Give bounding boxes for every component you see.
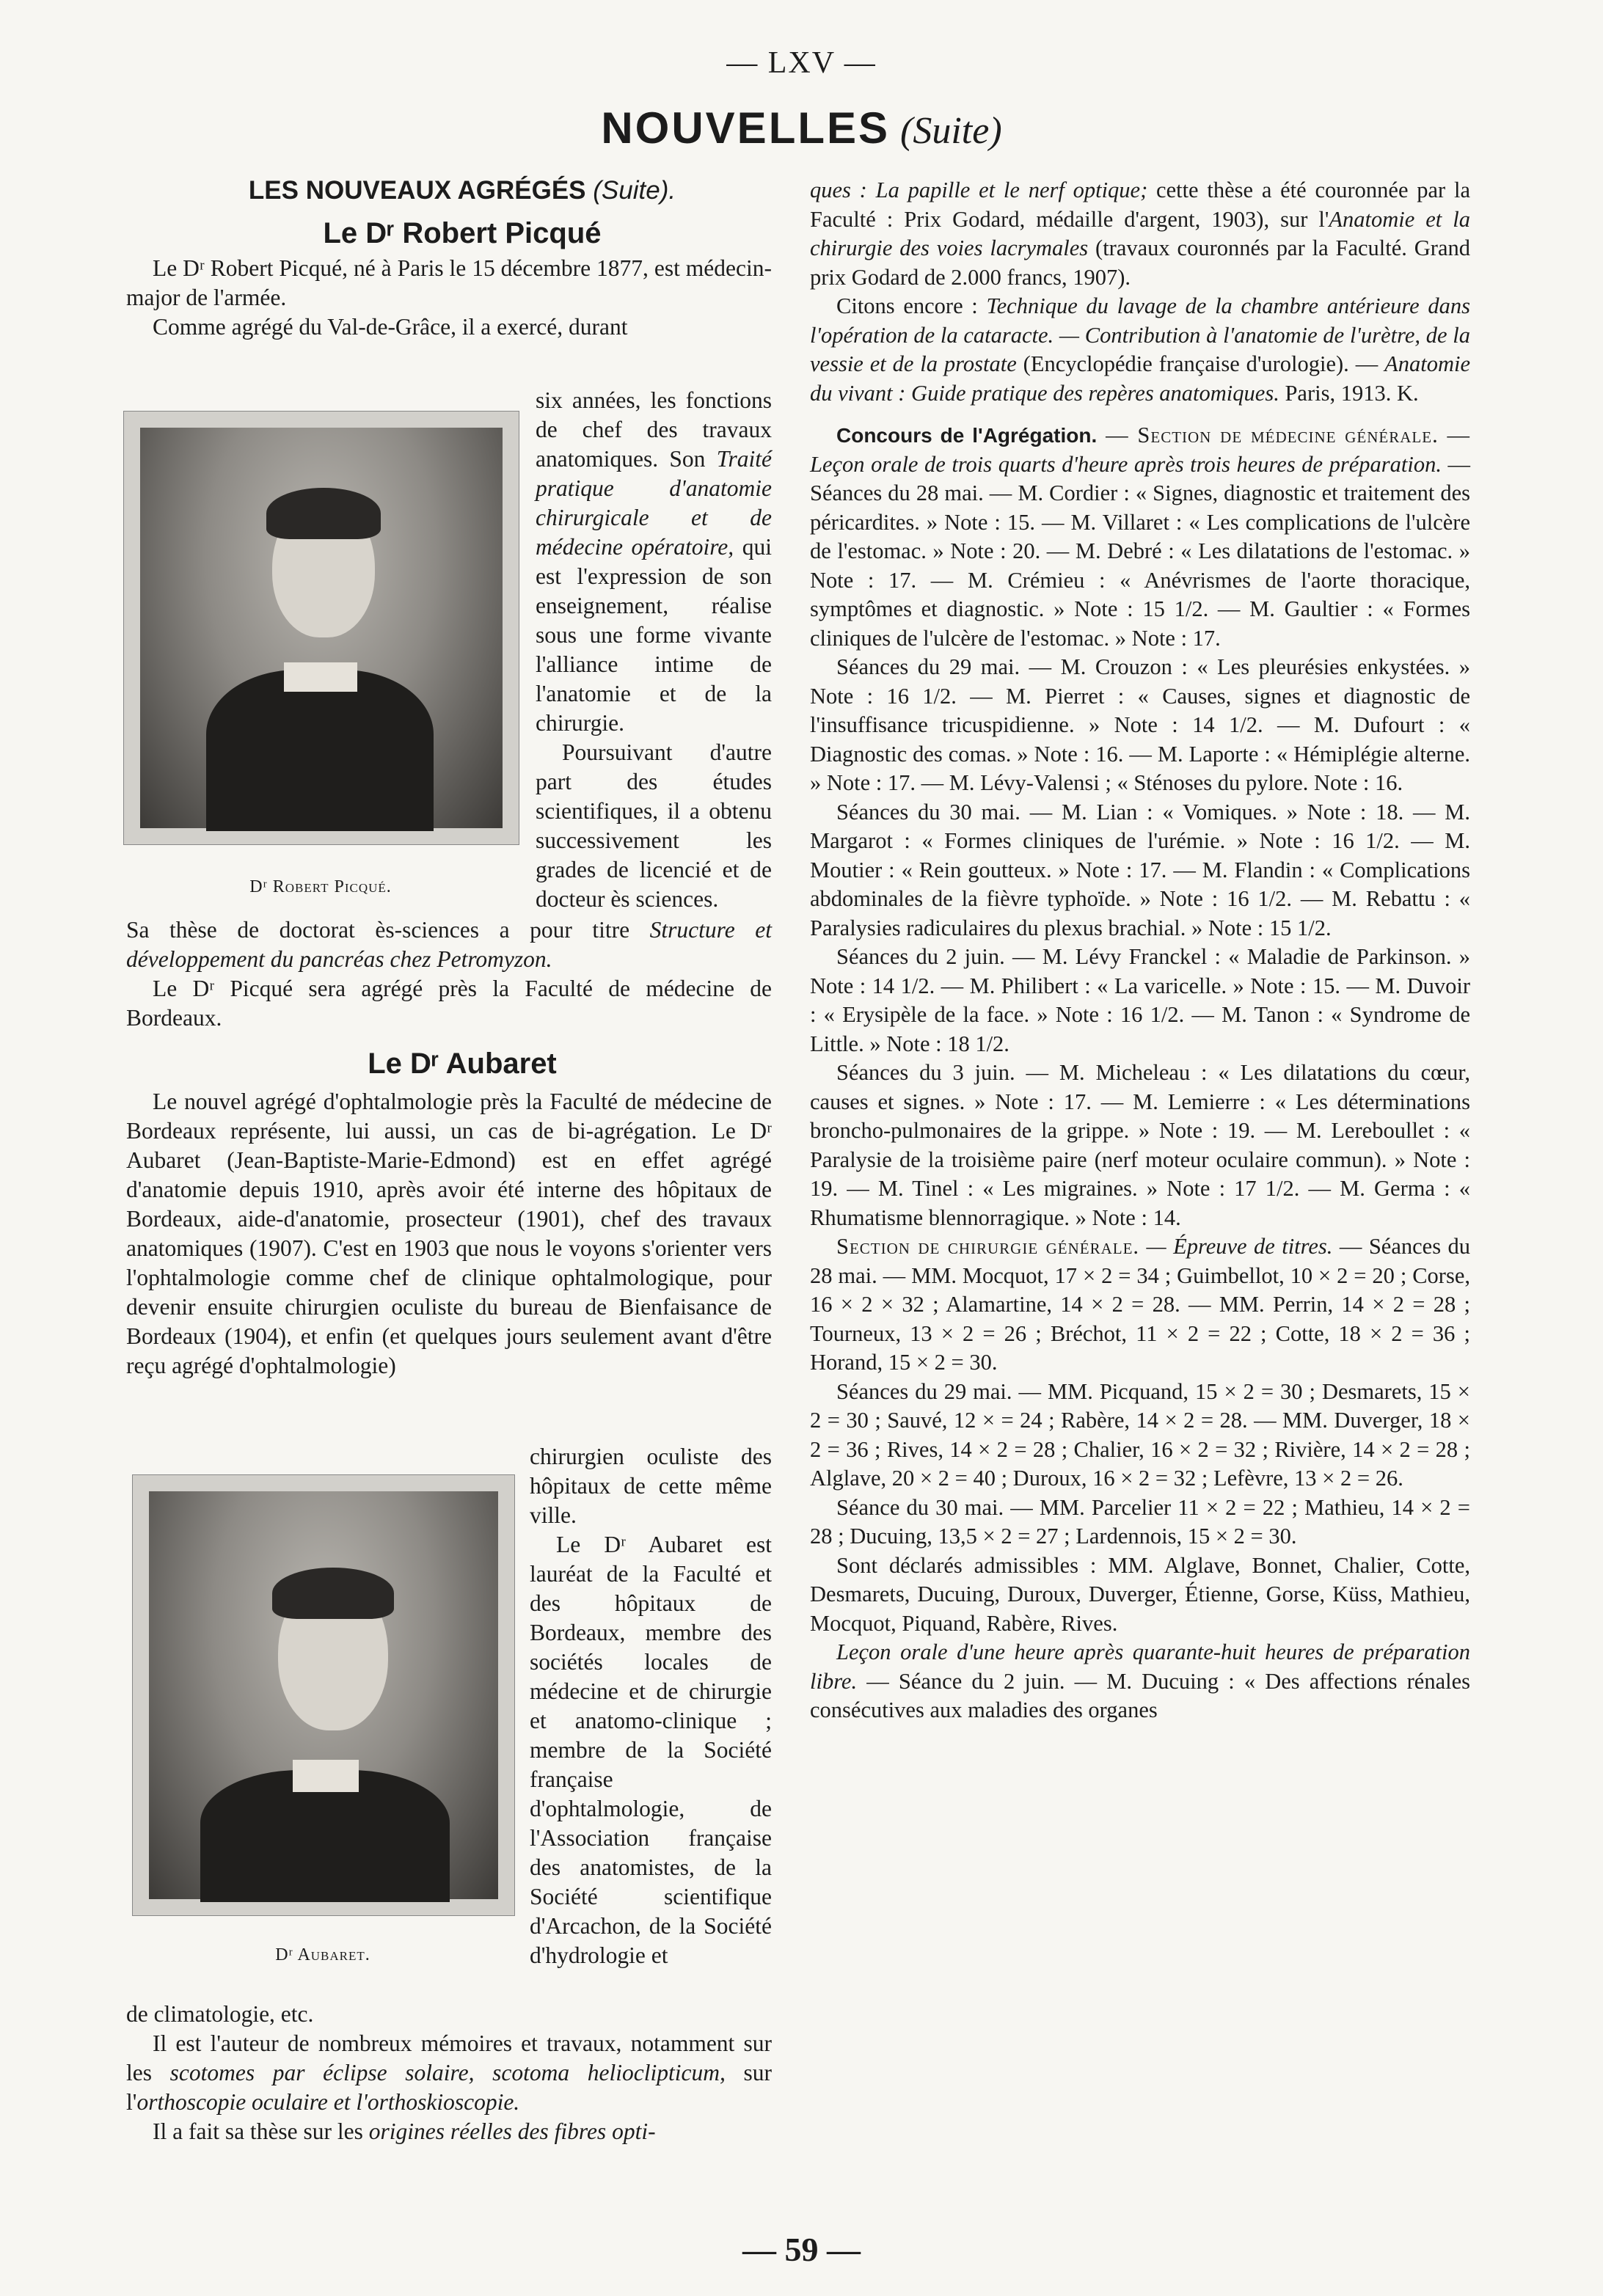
picque-paragraph-1: Le Dʳ Robert Picqué, né à Paris le 15 décembre 1877, est médecin-major de l'armée. <box>126 255 772 310</box>
picque-caption: Dʳ Robert Picqué. <box>249 877 392 896</box>
aubaret-paragraph-1: Le nouvel agrégé d'ophtalmologie près la Faculté de médecine de Bordeaux représente, lui aussi, un cas de bi-agrégation. Le Dʳ Aubaret (Jean-Baptiste-Marie-Edmond) est en effet agrégé d'anatomie depuis 1910, après avoir été interne des hôpitaux de Bordeaux, aide-d'anatomie, prosecteur (1901), chef des travaux anatomiques (1907). C'est en 1903 que nous le voyons s'orienter vers l'ophtalmologie comme chef de clinique ophtalmologique, pour devenir ensuite chirurgien oculiste du bureau de Bienfaisance de Bordeaux (1904), et enfin (et quelques jours seulement avant d'être reçu agrégé d'ophtalmologie) <box>126 1089 772 1378</box>
admissibles: Sont déclarés admissibles : MM. Alglave, Bonnet, Chalier, Cotte, Desmarets, Ducuing, Duroux, Duverger, Étienne, Gorse, Küss, Mathieu, Mocquot, Piquand, Rabère, Rives. <box>810 1552 1470 1636</box>
aubaret-heading: Le Dʳ Aubaret <box>368 1048 557 1080</box>
picque-portrait-image <box>140 428 503 828</box>
left-column-end <box>126 2000 772 2146</box>
right-column <box>810 176 1470 1725</box>
chirurgie-paragraph: Section de chirurgie générale. — Épreuve de titres. — Séances du 28 mai. — MM. Mocquot, 17 × 2 = 34 ; Guimbellot, 10 × 2 = 20 ; Corse, 16 × 2 × 32 ; Alamartine, 14 × 2 = 28. — MM. Perrin, 14 × 2 = 28 ; Tourneux, 13 × 2 = 26 ; Bréchot, 11 × 2 = 22 ; Cotte, 18 × 2 = 36 ; Horand, 15 × 2 = 30. <box>810 1234 1471 1375</box>
chirurgie-30-mai: Séance du 30 mai. — MM. Parcelier 11 × 2 = 22 ; Mathieu, 14 × 2 = 28 ; Ducuing, 13,5 × 2 = 27 ; Lardennois, 15 × 2 = 30. <box>810 1494 1470 1549</box>
picque-paragraph-2-start: Comme agrégé du Val-de-Grâce, il a exercé, durant <box>153 314 628 340</box>
left-column-cont <box>126 915 772 1381</box>
right-paragraph-1: ques : La papille et le nerf optique; cette thèse a été couronnée par la Faculté : Prix Godard, médaille d'argent, 1903), sur l'Anatomie et la chirurgie des voies lacrymales (travaux couronnés par la Faculté. Grand prix Godard de 2.000 francs, 1907). <box>810 178 1470 290</box>
picque-portrait <box>123 411 519 845</box>
section-title <box>126 173 772 208</box>
seances-3-juin: Séances du 3 juin. — M. Micheleau : « Les dilatations du cœur, causes et signes. » Note : 17. — M. Lemierre : « Les déterminations broncho-pulmonaires de la grippe. » Note : 19. — M. Lereboullet : « Paralysie de la troisième paire (nerf moteur oculaire commun). » Note : 19. — M. Tinel : « Les migraines. » Note : 17 1/2. — M. Germa : « Rhumatisme blennorragique. » Note : 14. <box>810 1060 1470 1230</box>
concours-paragraph: Concours de l'Agrégation. — Section de médecine générale. — Leçon orale de trois quarts d'heure après trois heures de préparation. — Séances du 28 mai. — M. Cordier : « Signes, diagnostic et traitement des péricardites. » Note : 15. — M. Villaret : « Les complications de l'ulcère de l'estomac. » Note : 20. — M. Debré : « Les dilatations de l'estomac. » Note : 17. — M. Crémieu : « Anévrismes de l'aorte thoracique, symptômes et diagnostic. » Note : 15 1/2. — M. Gaultier : « Formes cliniques de l'ulcère de l'estomac. » Note : 17. <box>810 423 1471 651</box>
section-title-suite: (Suite). <box>593 176 676 205</box>
section-title-text: LES NOUVEAUX AGRÉGÉS <box>248 176 586 205</box>
left-column <box>126 173 772 342</box>
aubaret-wrap-text <box>530 1442 772 1970</box>
page-folio-bottom: — 59 — <box>742 2231 861 2268</box>
aubaret-caption: Dʳ Aubaret. <box>275 1945 370 1964</box>
picque-heading: Le Dʳ Robert Picqué <box>323 217 602 249</box>
title-suite: (Suite) <box>900 110 1002 152</box>
picque-paragraph-3-wrap: Poursuivant d'autre part des études scientifiques, il a obtenu successivement les grades de licencié et de docteur ès sciences. <box>536 739 772 912</box>
page-folio-top: — LXV — <box>726 46 877 80</box>
aubaret-paragraph-2-wrap: Le Dʳ Aubaret est lauréat de la Faculté et des hôpitaux de Bordeaux, membre des sociétés locales de médecine et de chirurgie et anatomo-clinique ; membre de la Société française d'ophtalmologie, de l'Association française des anatomistes, de la Société scientifique d'Arcachon, de la Société d'hydrologie et <box>530 1532 772 1968</box>
seances-30-mai: Séances du 30 mai. — M. Lian : « Vomiques. » Note : 18. — M. Margarot : « Formes cliniques de l'urémie. » Note : 16 1/2. — M. Moutier : « Rein goutteux. » Note : 17. — M. Flandin : « Complications abdominales de la fièvre typhoïde. » Note : 16 1/2. — M. Rebattu : « Paralysies radiculaires du plexus brachial. » Note : 15 1/2. <box>810 799 1470 940</box>
picque-paragraph-4: Le Dʳ Picqué sera agrégé près la Faculté de médecine de Bordeaux. <box>126 976 772 1031</box>
aubaret-paragraph-3: Il est l'auteur de nombreux mémoires et travaux, notamment sur les scotomes par éclipse solaire, scotoma helioclipticum, sur l'orthoscopie oculaire et l'orthoskioscopie. <box>126 2030 773 2115</box>
aubaret-portrait <box>132 1474 515 1916</box>
aubaret-paragraph-1-wrap: chirurgien oculiste des hôpitaux de cette même ville. <box>530 1444 772 1528</box>
title-text: NOUVELLES <box>601 103 891 153</box>
right-paragraph-2: Citons encore : Technique du lavage de la chambre antérieure dans l'opération de la cataracte. — Contribution à l'anatomie de l'urètre, de la vessie et de la prostate (Encyclopédie française d'urologie). — Anatomie du vivant : Guide pratique des repères anatomiques. Paris, 1913. K. <box>810 293 1471 406</box>
aubaret-portrait-image <box>149 1491 498 1899</box>
aubaret-paragraph-4: Il a fait sa thèse sur les origines réelles des fibres opti- <box>153 2118 656 2144</box>
chirurgie-29-mai: Séances du 29 mai. — MM. Picquand, 15 × 2 = 30 ; Desmarets, 15 × 2 = 30 ; Sauvé, 12 × = 24 ; Rabère, 14 × 2 = 28. — MM. Duverger, 18 × 2 = 36 ; Rives, 14 × 2 = 28 ; Chalier, 16 × 2 = 32 ; Rivière, 14 × 2 = 28 ; Alglave, 20 × 2 = 40 ; Duroux, 16 × 2 = 32 ; Lefèvre, 13 × 2 = 26. <box>810 1378 1470 1491</box>
seances-29-mai: Séances du 29 mai. — M. Crouzon : « Les pleurésies enkystées. » Note : 16 1/2. — M. Pierret : « Causes, signes et diagnostic de l'insuffisance tricuspidienne. » Note : 14 1/2. — M. Dufourt : « Diagnostic des comas. » Note : 16. — M. Laporte : « Hémiplégie alterne. » Note : 17. — M. Lévy-Valensi ; « Sténoses du pylore. Note : 16. <box>810 654 1470 795</box>
page-title <box>0 103 1603 154</box>
picque-paragraph-2-wrap: six années, les fonctions de chef des travaux anatomiques. Son Traité pratique d'anatomie chirurgicale et de médecine opératoire, qui est l'expression de son enseignement, réalise sous une forme vivante l'alliance intime de l'anatomie et de la chirurgie. <box>536 387 772 736</box>
lecon-orale: Leçon orale d'une heure après quarante-huit heures de préparation libre. — Séance du 2 juin. — M. Ducuing : « Des affections rénales consécutives aux maladies des organes <box>810 1639 1470 1722</box>
picque-wrap-text <box>536 386 772 914</box>
picque-paragraph-3-end: Sa thèse de doctorat ès-sciences a pour titre Structure et développement du pancréas chez Petromyzon. <box>126 917 772 972</box>
aubaret-paragraph-2-end: de climatologie, etc. <box>126 2001 314 2027</box>
seances-2-juin: Séances du 2 juin. — M. Lévy Franckel : « Maladie de Parkinson. » Note : 14 1/2. — M. Philibert : « La varicelle. » Note : 15. — M. Duvoir : « Erysipèle de la face. » Note : 16 1/2. — M. Tanon : « Syndrome de Little. » Note : 18 1/2. <box>810 944 1470 1056</box>
